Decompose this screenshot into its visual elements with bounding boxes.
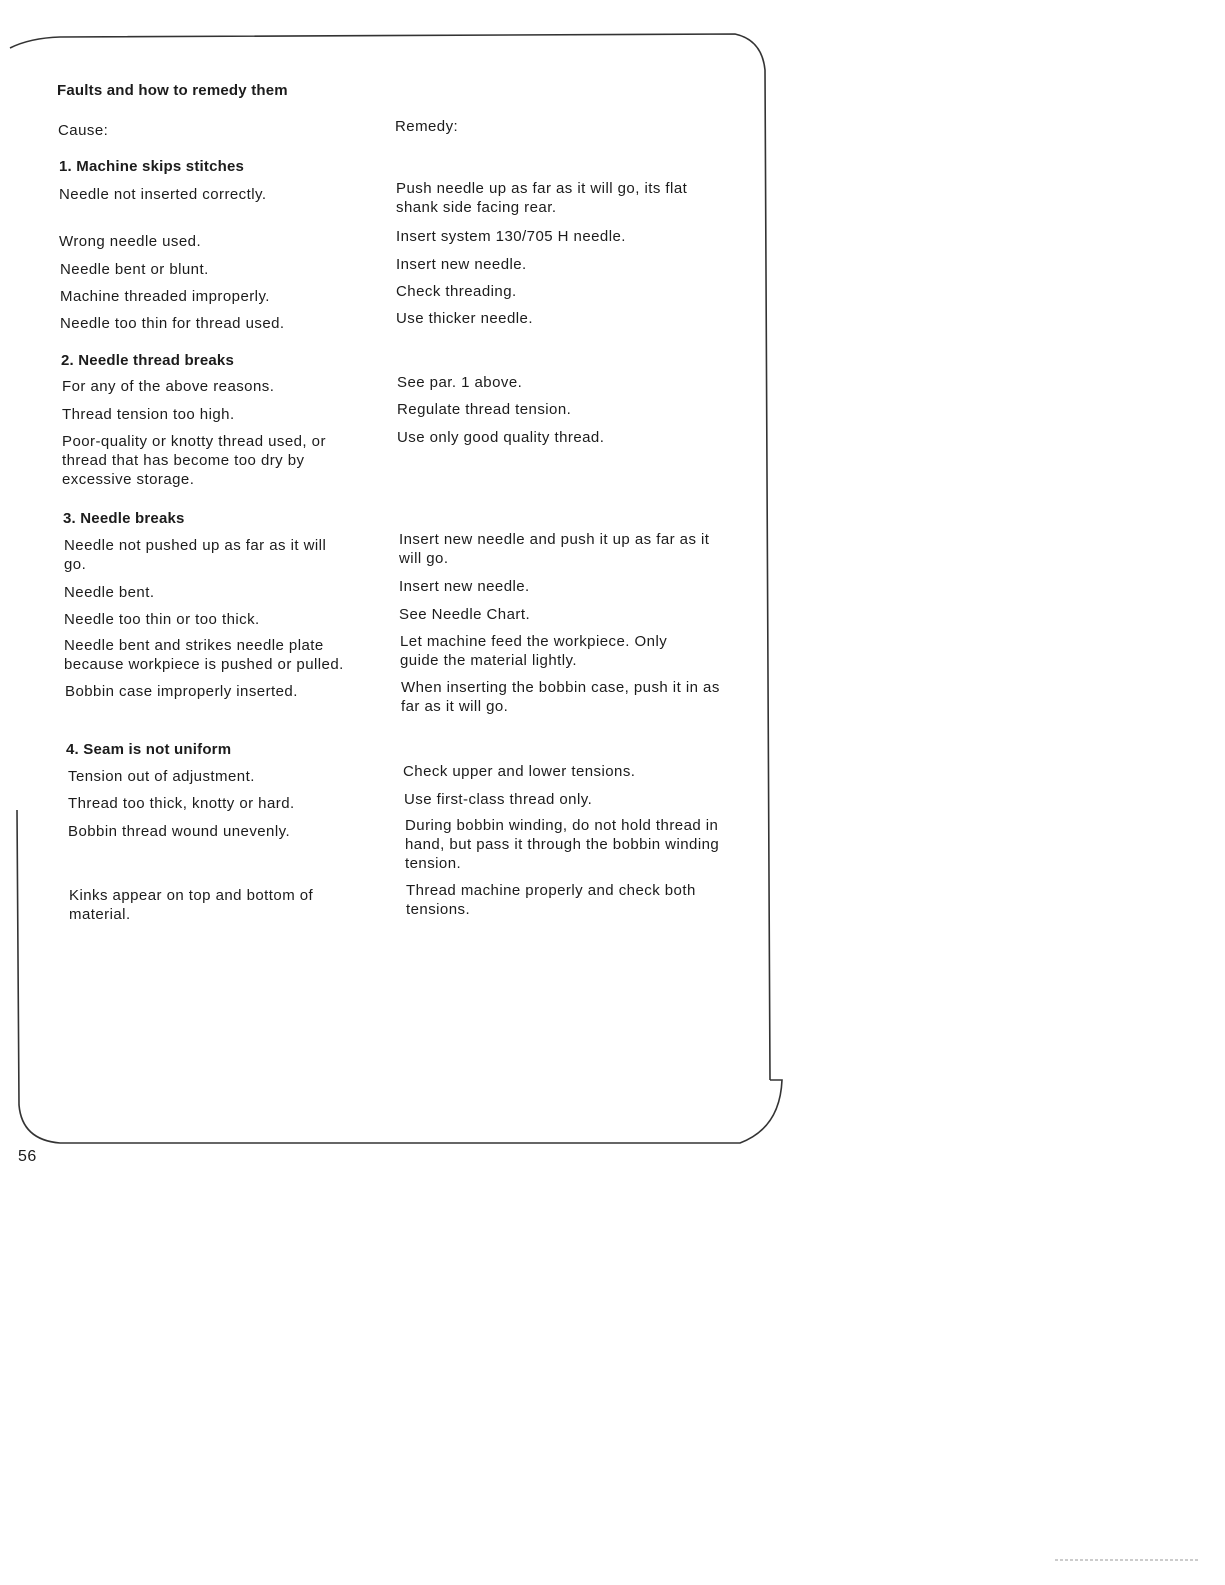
page-title: Faults and how to remedy them — [57, 82, 288, 99]
cause-item: Bobbin thread wound unevenly. — [68, 823, 291, 840]
remedy-item: Insert new needle. — [399, 578, 530, 595]
remedy-item: Regulate thread tension. — [397, 401, 572, 418]
cause-item: Thread too thick, knotty or hard. — [68, 795, 295, 812]
remedy-item: During bobbin winding, do not hold thread in hand, but pass it through the bobbin winding tension. — [405, 817, 720, 872]
cause-item: Bobbin case improperly inserted. — [65, 683, 298, 700]
cause-item: Needle not inserted correctly. — [59, 186, 267, 203]
cause-item: Machine threaded improperly. — [60, 288, 270, 305]
cause-item: Needle bent and strikes needle plate because workpiece is pushed or pulled. — [64, 637, 344, 673]
remedy-item: See Needle Chart. — [399, 606, 531, 623]
cause-item: Needle bent or blunt. — [60, 261, 209, 278]
remedy-item: When inserting the bobbin case, push it in as far as it will go. — [401, 679, 720, 715]
remedy-item: Insert new needle and push it up as far as it will go. — [399, 531, 710, 567]
page-number: 56 — [18, 1148, 37, 1165]
remedy-item: Check threading. — [396, 283, 517, 300]
remedy-item: See par. 1 above. — [397, 374, 523, 391]
cause-item: Thread tension too high. — [62, 406, 235, 423]
remedy-item: Use first-class thread only. — [404, 791, 593, 808]
cause-item: Needle bent. — [64, 584, 155, 601]
cause-item: Needle too thin or too thick. — [64, 611, 260, 628]
remedy-item: Insert new needle. — [396, 256, 527, 273]
remedy-column-header: Remedy: — [395, 118, 459, 135]
remedy-item: Push needle up as far as it will go, its flat shank side facing rear. — [396, 180, 688, 216]
cause-item: Needle not pushed up as far as it will go. — [64, 537, 327, 573]
remedy-item: Use only good quality thread. — [397, 429, 605, 446]
section-heading-seam-not-uniform: 4. Seam is not uniform — [66, 741, 232, 758]
remedy-item: Check upper and lower tensions. — [403, 763, 636, 780]
section-heading-needle-breaks: 3. Needle breaks — [63, 510, 185, 527]
cause-item: Tension out of adjustment. — [68, 768, 255, 785]
remedy-item: Thread machine properly and check both tensions. — [406, 882, 696, 918]
section-heading-skips-stitches: 1. Machine skips stitches — [59, 158, 245, 175]
remedy-item: Let machine feed the workpiece. Only guide the material lightly. — [400, 633, 668, 669]
cause-item: Needle too thin for thread used. — [60, 315, 285, 332]
section-heading-thread-breaks: 2. Needle thread breaks — [61, 352, 235, 369]
cause-item: Kinks appear on top and bottom of material. — [69, 887, 314, 923]
cause-item: For any of the above reasons. — [62, 378, 275, 395]
cause-item: Poor-quality or knotty thread used, or thread that has become too dry by excessive storage. — [62, 433, 326, 488]
remedy-item: Use thicker needle. — [396, 310, 533, 327]
cause-item: Wrong needle used. — [59, 233, 202, 250]
cause-column-header: Cause: — [58, 122, 109, 139]
remedy-item: Insert system 130/705 H needle. — [396, 228, 626, 245]
